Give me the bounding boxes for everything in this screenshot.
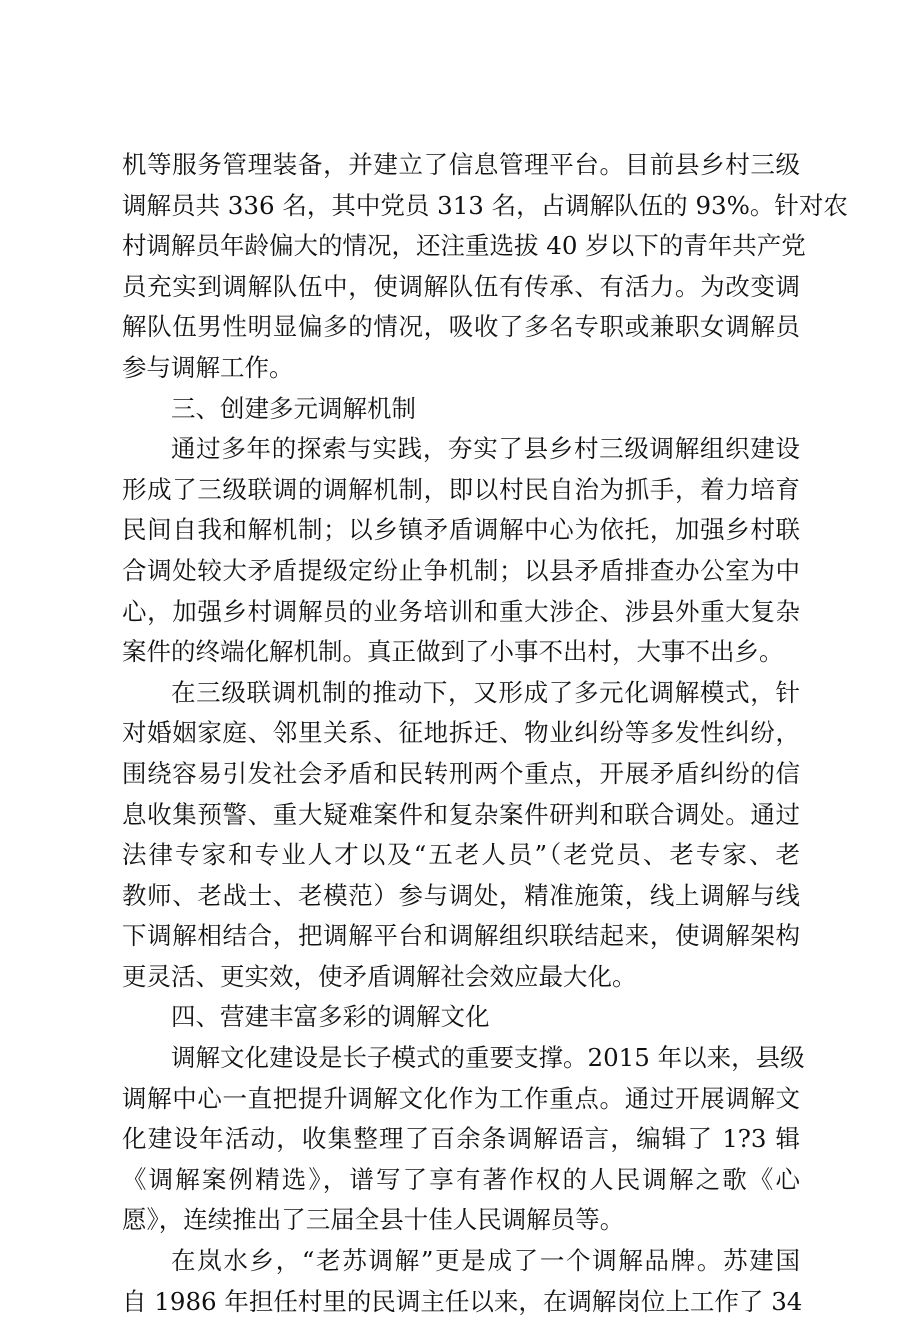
paragraph-line: 对婚姻家庭、邻里关系、征地拆迁、物业纠纷等多发性纠纷， <box>122 718 800 748</box>
paragraph <box>122 1038 805 1241</box>
paragraph <box>122 145 848 389</box>
heading-text: 三、创建多元调解机制 <box>171 393 416 423</box>
heading-text: 四、营建丰富多彩的调解文化 <box>171 1002 490 1032</box>
paragraph-line: 心，加强乡村调解员的业务培训和重大涉企、涉县外重大复杂 <box>122 596 800 626</box>
paragraph-line: 《调解案例精选》，谱写了享有著作权的人民调解之歌《心 <box>122 1164 800 1194</box>
section-heading <box>122 997 800 1038</box>
paragraph-line: 形成了三级联调的调解机制，即以村民自治为抓手，着力培育 <box>122 474 800 504</box>
paragraph-line: 民间自我和解机制；以乡镇矛盾调解中心为依托，加强乡村联 <box>122 515 800 545</box>
paragraph-line: 案件的终端化解机制。真正做到了小事不出村，大事不出乡。 <box>122 637 784 667</box>
paragraph-line: 自 1986 年担任村里的民调主任以来，在调解岗位上工作了 34 <box>122 1286 803 1316</box>
paragraph-line: 息收集预警、重大疑难案件和复杂案件研判和联合调处。通过 <box>122 799 800 829</box>
paragraph-line: 机等服务管理装备，并建立了信息管理平台。目前县乡村三级 <box>122 150 800 179</box>
section-heading <box>122 389 800 430</box>
paragraph-line: 调解中心一直把提升调解文化作为工作重点。通过开展调解文 <box>122 1083 800 1113</box>
document-body <box>122 145 848 1322</box>
paragraph-line: 下调解相结合，把调解平台和调解组织联结起来，使调解架构 <box>122 921 800 951</box>
paragraph-line: 调解文化建设是长子模式的重要支撑。2015 年以来，县级 <box>171 1043 805 1073</box>
paragraph-line: 在岚水乡，“老苏调解”更是成了一个调解品牌。苏建国 <box>171 1246 800 1276</box>
paragraph-line: 通过多年的探索与实践，夯实了县乡村三级调解组织建设 <box>171 434 800 464</box>
paragraph-line: 法律专家和专业人才以及“五老人员”（老党员、老专家、老 <box>122 840 800 870</box>
paragraph-line: 调解员共 336 名，其中党员 313 名，占调解队伍的 93%。针对农 <box>122 190 848 220</box>
paragraph-line: 围绕容易引发社会矛盾和民转刑两个重点，开展矛盾纠纷的信 <box>122 758 800 788</box>
paragraph <box>122 429 800 673</box>
paragraph-line: 更灵活、更实效，使矛盾调解社会效应最大化。 <box>122 961 637 991</box>
paragraph-line: 在三级联调机制的推动下，又形成了多元化调解模式，针 <box>171 677 800 707</box>
paragraph-line: 参与调解工作。 <box>122 352 294 382</box>
paragraph-line: 村调解员年龄偏大的情况，还注重选拔 40 岁以下的青年共产党 <box>122 231 806 261</box>
paragraph-line: 愿》，连续推出了三届全县十佳人民调解员等。 <box>122 1205 625 1235</box>
paragraph-line: 化建设年活动，收集整理了百余条调解语言，编辑了 1?3 辑 <box>122 1124 800 1154</box>
paragraph-line: 员充实到调解队伍中，使调解队伍有传承、有活力。为改变调 <box>122 271 800 301</box>
paragraph <box>122 1241 803 1322</box>
paragraph-line: 合调处较大矛盾提级定纷止争机制；以县矛盾排查办公室为中 <box>122 555 800 585</box>
paragraph <box>122 673 800 998</box>
paragraph-line: 教师、老战士、老模范）参与调处，精准施策，线上调解与线 <box>122 880 800 910</box>
paragraph-line: 解队伍男性明显偏多的情况，吸收了多名专职或兼职女调解员 <box>122 312 800 342</box>
